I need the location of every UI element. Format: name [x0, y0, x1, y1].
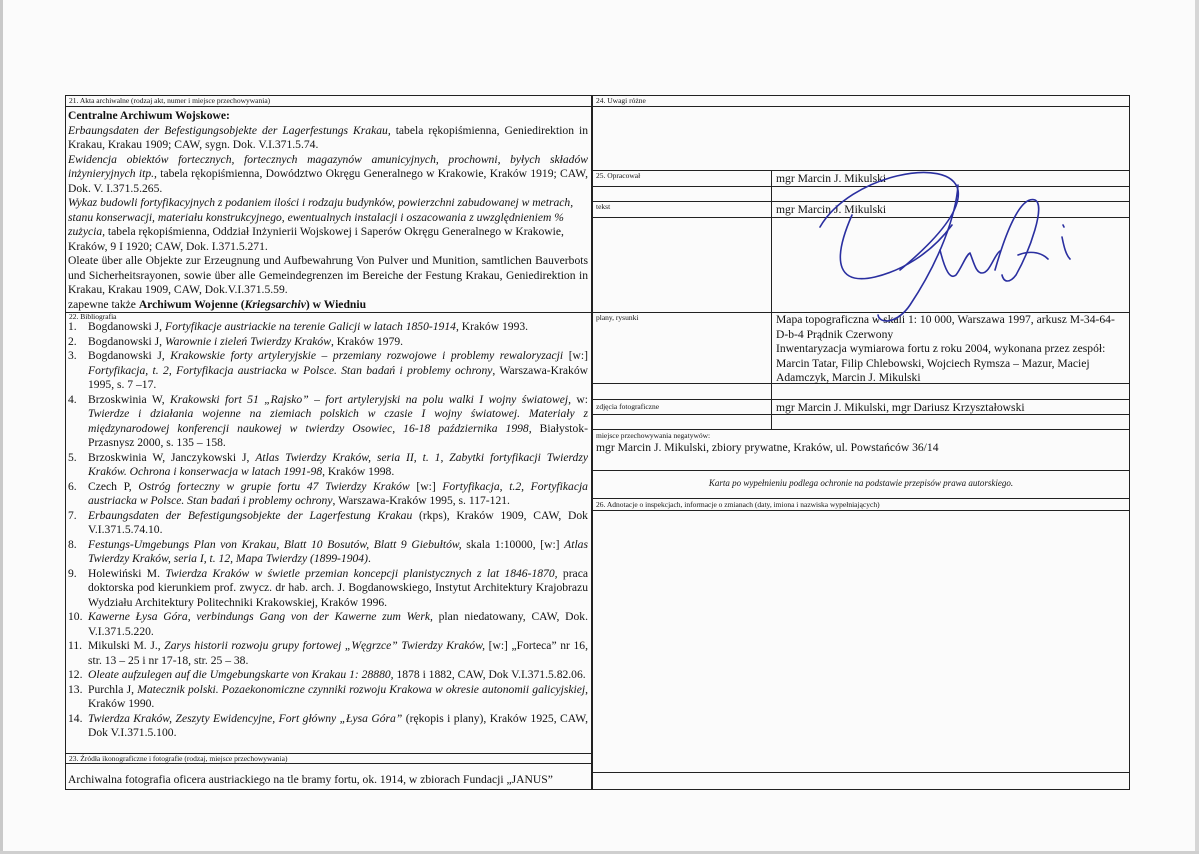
bibliography-a: Bogdanowski J, [88, 349, 171, 362]
sec21-label: 21. Akta archiwalne (rodzaj akt, numer i miejsce przechowywania) [69, 96, 271, 105]
bibliography-number: 5. [68, 450, 77, 464]
scan-edge-right [1195, 0, 1199, 854]
vienna-prefix: zapewne także [68, 297, 139, 311]
sec26-label: 26. Adnotacje o inspekcjach, informacje o zmianach (daty, imiona i nazwiska wypełniających) [596, 500, 880, 509]
bibliography-r: skala 1:10000, [w:] [461, 537, 565, 551]
caw-3-rest: tabela rękopiśmienna, Oddział Inżynierii Wojskowej i Saperów Okręgu Generalnego w Krakowie, Kraków, 9 I 1920; CAW, Dok. I.371.5.271. [68, 225, 564, 253]
bibliography-item [68, 480, 588, 509]
bibliography-i: Krakowskie forty artyleryjskie – przemiany rozwojowe i problemy rewaloryzacji [170, 349, 564, 362]
rule [65, 763, 592, 764]
vienna-bold: Archiwum Wojenne ( [138, 297, 245, 311]
bibliography-r2: Białystok-Przasnysz 2000, s. 135 – 158. [88, 421, 588, 449]
rule [592, 510, 1130, 511]
column-divider [771, 170, 772, 429]
bibliography-r: , Kraków 1998. [322, 465, 395, 478]
bibliography-i2: Twierdze i działania wojenne na ziemiach polskich w czasie I wojny światowej. Materiały z międzynarodowej konferencji naukowej w twierdzy Osowiec, 16-18 października 1998, [88, 407, 588, 435]
bibliography-item [68, 451, 588, 480]
bibliography-a: Holewiński M. [88, 566, 166, 580]
bibliography-i: Twierdza Kraków w świetle przemian koncepcji planistycznych z lat 1846-1870, [165, 566, 558, 580]
tekst-label: tekst [596, 202, 611, 211]
bibliography-list [68, 320, 588, 741]
negatywy-label: miejsce przechowywania negatywów: [596, 431, 711, 440]
bibliography-i: Matecznik polski. Pozaekonomiczne czynniki rozwoju Krakowa w okresie autonomii galicyjskiej [137, 682, 586, 696]
rule [592, 470, 1130, 471]
caw-heading: Centralne Archiwum Wojskowe: [68, 109, 230, 122]
bibliography-r: 1878 i 1882, CAW, Dok V.I.371.5.82.06. [393, 668, 586, 681]
bibliography-r2: , Warszawa-Kraków 1995, s. 117-121. [332, 494, 510, 507]
rule [592, 772, 1130, 773]
bibliography-i2: Atlas Twierdzy Kraków, seria I, t. 12, Mapa Twierdzy (1899-1904) [88, 537, 588, 565]
bibliography-i2: Fortyfikacja, t. 2, Fortyfikacja austriacka w Polsce. Stan badań i problemy ochrony [88, 363, 493, 377]
bibliography-a: Purchla J, [88, 682, 138, 696]
bibliography-item [68, 335, 588, 350]
bibliography-a: Czech P, [88, 479, 139, 493]
bibliography-item [68, 349, 588, 393]
copyright-note: Karta po wypełnieniu podlega ochronie na podstawie przepisów prawa autorskiego. [708, 478, 1014, 488]
bibliography-item [68, 567, 588, 611]
caw-1-title: Erbaungsdaten der Befestigungsobjekte der Lagerfestungs Krakau, [68, 123, 391, 137]
bibliography-item [68, 610, 588, 639]
bibliography-number: 7. [68, 508, 77, 522]
bibliography-number: 14. [68, 711, 83, 725]
rule [592, 429, 1130, 430]
bibliography-number: 1. [68, 320, 77, 333]
bibliography-item [68, 393, 588, 451]
bibliography-i: Oleate aufzulegen auf die Umgebungskarte von Krakau 1: 28880, [88, 668, 394, 681]
bibliography-i: Ostróg forteczny w grupie fortu 47 Twierdzy Kraków [138, 479, 410, 493]
archives-block [68, 109, 588, 312]
bibliography-number: 9. [68, 566, 77, 580]
caw-1-rest: tabela rękopiśmienna, Geniedirektion in Krakau, Krakau 1909; CAW, sygn. Dok. V.I.371.5.74. [68, 123, 588, 151]
bibliography-i: Erbaungsdaten der Befestigungsobjekte der Lagerfestung Krakau [88, 508, 413, 522]
bibliography-i: Atlas Twierdzy Kraków, seria II, t. 1, Zabytki fortyfikacji Twierdzy Kraków. Ochrona i konserwacja w latach 1991-98 [88, 450, 589, 478]
bibliography-r: (rękopis i plany), Kraków 1925, CAW, Dok V.I.371.5.100. [88, 711, 588, 739]
bibliography-number: 2. [68, 334, 77, 348]
sec23-text: Archiwalna fotografia oficera austriackiego na tle bramy fortu, ok. 1914, w zbiorach Fundacji „JANUS” [68, 773, 553, 786]
sec23-label: 23. Źródła ikonograficzne i fotografie (rodzaj, miejsce przechowywania) [69, 754, 288, 763]
bibliography-item [68, 668, 588, 683]
bibliography-i: Kawerne Łysa Góra, verbindungs Gang von der Kawerne zum Werk, [88, 610, 433, 623]
bibliography-i: Zarys historii rozwoju grupy fortowej „Węgrzce” Twierdzy Kraków, [164, 639, 485, 652]
bibliography-number: 10. [68, 610, 83, 623]
caw-3-title: Wykaz budowli fortyfikacyjnych z podaniem ilości i rodzaju budynków, powierzchni zabudowanej w metrach, stanu konserwacji, materiału konstrukcyjnego, ewentualnych instalacji i oszacowania z uwzględnieniem % zużycia, [68, 196, 574, 238]
bibliography-item [68, 712, 588, 741]
scan-edge-left [0, 0, 3, 854]
plany-value: Mapa topograficzna w skali 1: 10 000, Warszawa 1997, arkusz M-34-64-D-b-4 Prądnik Czerwony [776, 313, 1115, 341]
bibliography-r2: , Warszawa-Kraków 1995, s. 7 –17. [88, 363, 588, 391]
bibliography-number: 11. [68, 639, 83, 652]
bibliography-item [68, 320, 588, 335]
rule [592, 399, 1130, 400]
rule [65, 312, 592, 313]
caw-2-title: Ewidencja obiektów fortecznych, fortecznych magazynów amunicyjnych, prochowni, byłych składów inżynieryjnych itp., [68, 152, 588, 180]
bibliography-number: 4. [68, 392, 77, 406]
bibliography-item [68, 509, 588, 538]
bibliography-r2: . [367, 552, 371, 565]
handwritten-signature [780, 155, 1080, 325]
bibliography-r: (rkps), Kraków 1909, CAW, Dok V.I.371.5.74.10. [88, 508, 588, 536]
bibliography-a: Mikulski M. J., [88, 639, 165, 652]
bibliography-item [68, 639, 588, 668]
bibliography-r: , Kraków 1979. [330, 334, 404, 348]
bibliography-r: , Kraków 1993. [455, 320, 529, 333]
bibliography-r: , Kraków 1990. [88, 682, 589, 710]
zdjecia-label: zdjęcia fotograficzne [596, 402, 660, 411]
caw-4: Oleate über alle Objekte zur Erzeugnung und Aufbewahrung Von Pulver und Munition, samtlichen Bauverbots und Sicherheitsrayonen, sowie über alle Gemeindegrenzen im Bereiche der Festung Krakau, Geniedirektion in Krakau, Krakau 1909, CAW, Dok.V.I.371.5.59. [68, 254, 588, 296]
bibliography-i: Krakowski fort 51 „Rajsko” – fort artyleryjski na polu walki I wojny światowej, [170, 392, 571, 406]
tekst-value: mgr Marcin J. Mikulski [776, 203, 887, 216]
bibliography-r: praca doktorska pod kierunkiem prof. zwycz. dr hab. arch. J. Bogdanowskiego, Instytut Architektury Krajobrazu Wydziału Architektury Politechniki Krakowskiej, Kraków 1996. [88, 566, 588, 609]
bibliography-r: plan niedatowany, CAW, Dok. V.I.371.5.220. [88, 610, 588, 638]
bibliography-i: Festungs-Umgebungs Plan von Krakau, Blatt 10 Bosutów, Blatt 9 Giebułtów, [88, 537, 462, 551]
bibliography-number: 6. [68, 479, 77, 493]
sec25-value: mgr Marcin J. Mikulski [776, 172, 887, 185]
bibliography-i: Twierdza Kraków, Zeszyty Ewidencyjne, Fort główny „Łysa Góra” [88, 711, 403, 725]
bibliography-r: [w:] „Forteca” nr 16, str. 13 – 25 i nr 17-18, str. 25 – 38. [88, 639, 588, 667]
bibliography-a: Bogdanowski J, [88, 334, 165, 348]
rule [65, 106, 592, 107]
bibliography-r: [w:] [563, 349, 589, 362]
bibliography-a: Brzoskwinia W, Janczykowski J, [88, 450, 256, 464]
bibliography-item [68, 538, 588, 567]
bibliography-a: Brzoskwinia W, [88, 392, 171, 406]
vienna-suffix: ) w Wiedniu [305, 297, 367, 311]
caw-2-rest: tabela rękopiśmienna, Dowództwo Okręgu Generalnego w Krakowie, Kraków 1919; CAW, Dok. V. I.371.5.265. [68, 167, 588, 195]
rule [592, 498, 1130, 499]
negatywy-value: mgr Marcin J. Mikulski, zbiory prywatne, Kraków, ul. Powstańców 36/14 [596, 441, 939, 454]
bibliography-item [68, 683, 588, 712]
bibliography-number: 8. [68, 537, 77, 551]
plany-value2: Inwentaryzacja wymiarowa fortu z roku 2004, wykonana przez zespół: Marcin Tatar, Filip Chlebowski, Wojciech Rymsza – Mazur, Maciej Adamczyk, Marcin J. Mikulski [776, 342, 1106, 384]
sec24-label: 24. Uwagi różne [596, 96, 646, 105]
bibliography-i: Warownie i zieleń Twierdzy Kraków [164, 334, 331, 348]
rule [592, 106, 1130, 107]
plany-label: plany, rysunki [596, 313, 639, 322]
zdjecia-value: mgr Marcin J. Mikulski, mgr Dariusz Krzyształowski [776, 401, 1025, 414]
bibliography-number: 3. [68, 349, 77, 362]
vienna-italic: Kriegsarchiv [244, 297, 306, 311]
bibliography-i2: Fortyfikacja, t.2, Fortyfikacja austriacka w Polsce. Stan badań i problemy ochrony [88, 479, 588, 507]
bibliography-number: 13. [68, 682, 83, 696]
bibliography-r: [w:] [409, 479, 443, 493]
bibliography-i: Fortyfikacje austriackie na terenie Galicji w latach 1850-1914 [164, 320, 456, 333]
bibliography-a: Bogdanowski J, [88, 320, 165, 333]
sec22-label: 22. Bibliografia [69, 312, 117, 321]
sec25-label: 25. Opracował [596, 171, 641, 180]
bibliography-r: w: [570, 392, 588, 406]
bibliography-number: 12. [68, 668, 83, 681]
